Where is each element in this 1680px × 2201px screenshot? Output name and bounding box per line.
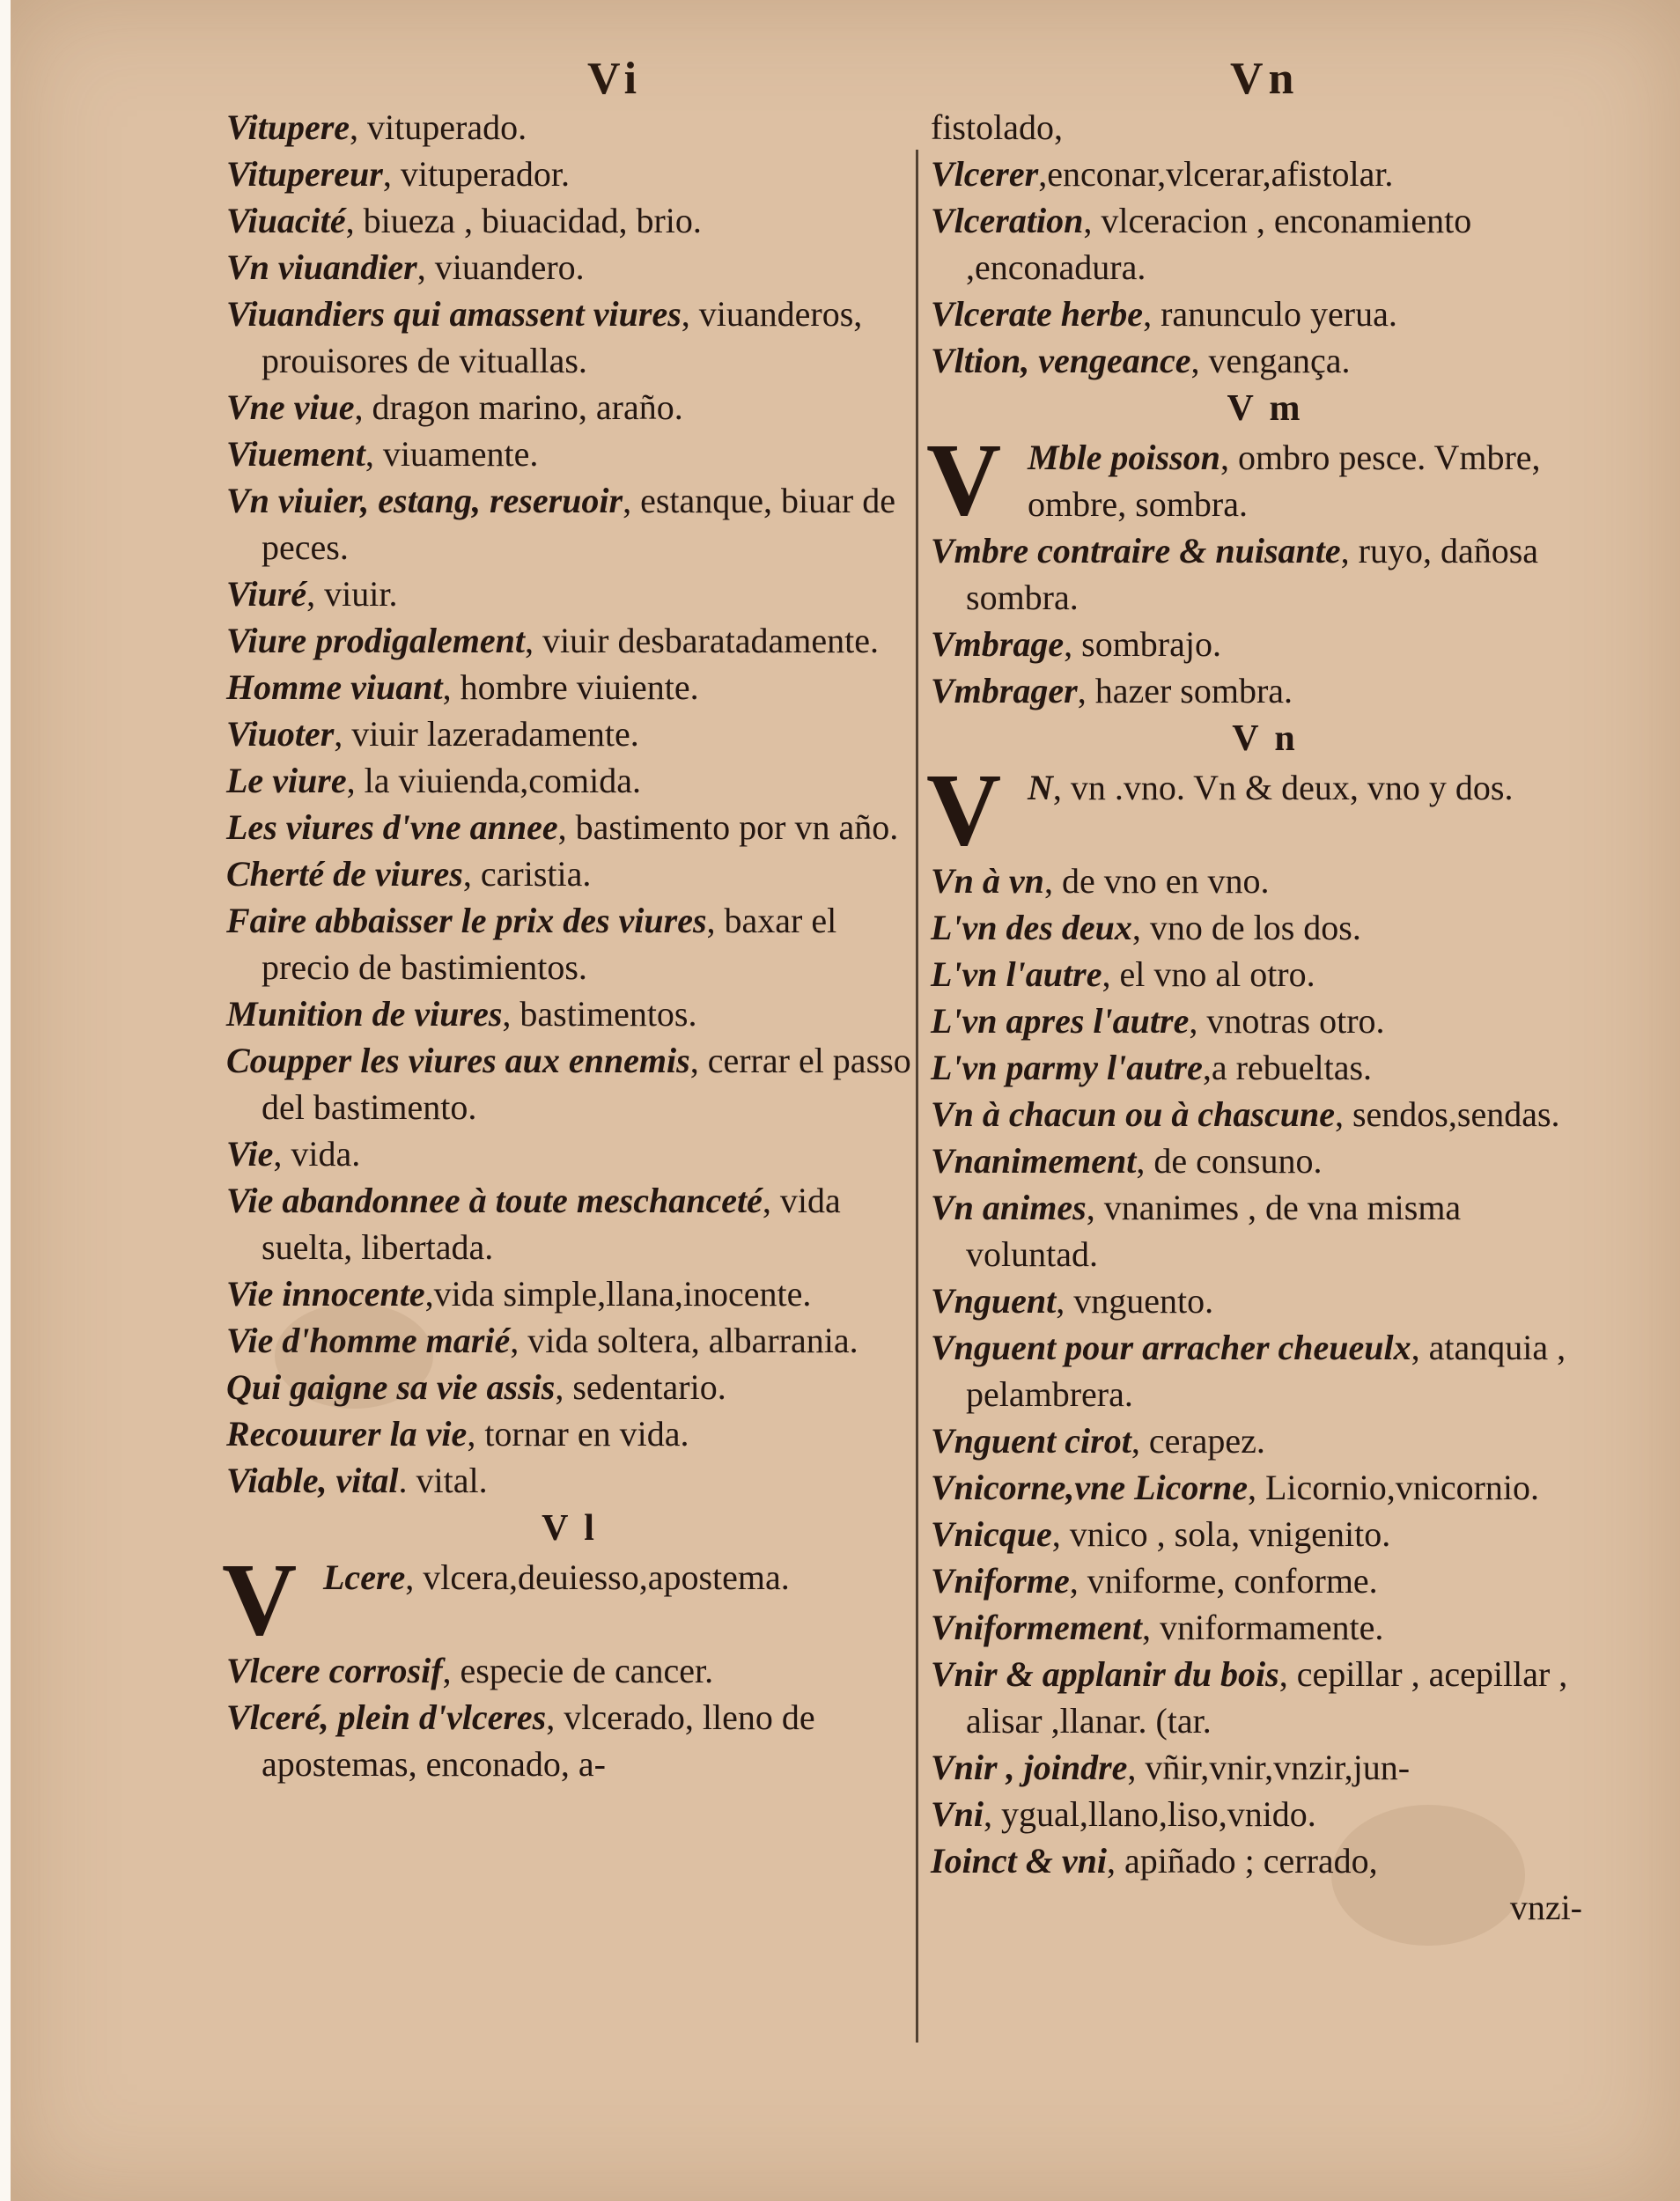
entry-headword: Vnicque [931,1514,1052,1554]
dictionary-entry [226,477,913,570]
dictionary-entry [931,997,1600,1044]
entry-translation: , hombre viuiente. [442,667,699,707]
entry-translation: , vnotras otro. [1189,1001,1385,1041]
entry-headword: Vlceré, plein d'vlceres [226,1697,547,1737]
entry-translation: , vn .vno. Vn & deux, vno y dos. [1052,768,1514,807]
entry-translation: , biueza , biuacidad, brio. [345,201,702,240]
dictionary-entry [931,1324,1600,1417]
entry-translation: , viuir. [306,574,398,614]
entry-headword: Vne viue [226,387,355,427]
entry-headword: Vnir & applanir du bois [931,1654,1279,1694]
entry-translation: , cepillar , acepillar , alisar ,llanar. (tar. [966,1654,1568,1741]
entry-headword: Vn à chacun ou à chascune [931,1094,1335,1134]
dictionary-entry [226,710,913,757]
entry-headword: Recouurer la vie [226,1414,468,1454]
entry-headword: Homme viuant [226,667,443,707]
entry-translation: , vlcerado, lleno de apostemas, enconado, a- [262,1697,815,1784]
dictionary-entry: fistolado, [931,107,1063,147]
dictionary-entry [931,1744,1600,1791]
entry-headword: Vnir , joindre [931,1748,1128,1787]
entry-headword: Vmbrage [931,624,1065,664]
dictionary-entry [926,752,1600,867]
dictionary-entry [931,858,1600,904]
dictionary-entry [931,197,1600,291]
dictionary-entry [226,431,913,477]
dictionary-entry [931,621,1600,667]
entry-translation: , sombrajo. [1064,624,1221,664]
dictionary-entry [226,1270,913,1317]
dictionary-entry [226,197,913,244]
entry-headword: Vn viuandier [226,247,417,287]
entry-translation: , baxar el precio de bastimientos. [262,901,837,987]
dictionary-entry [226,1694,913,1787]
entry-translation: ,vida simple,llana,inocente. [424,1274,812,1314]
dictionary-entry [226,570,913,617]
entry-translation: , de vno en vno. [1043,861,1270,901]
entry-translation: , viuanderos, prouisores de vituallas. [262,294,863,380]
dictionary-entry [226,384,913,431]
drop-capital: V [926,752,1002,867]
dictionary-entry [226,291,913,384]
entry-translation: , vnico , sola, vnigenito. [1051,1514,1391,1554]
section-heading: V m [1227,388,1304,429]
entry-translation: , vno de los dos. [1131,908,1361,947]
entry-headword: Viuoter [226,714,335,754]
dictionary-entry [226,1130,913,1177]
drop-capital: V [222,1542,298,1657]
entry-headword: Faire abbaisser le prix des viures [226,901,707,940]
dictionary-entry [931,291,1600,337]
dictionary-entry [926,422,1600,537]
entry-headword: Vlcerate herbe [931,294,1144,334]
entry-translation: , hazer sombra. [1077,671,1293,710]
entry-translation: , especie de cancer. [442,1651,714,1690]
entry-headword: L'vn des deux [931,908,1132,947]
dictionary-entry [226,1037,913,1130]
entry-headword: Vie d'homme marié [226,1321,511,1360]
entry-headword: Vie innocente [226,1274,425,1314]
entry-headword: Viure prodigalement [226,621,525,660]
dictionary-entry [226,990,913,1037]
entry-headword: Coupper les viures aux ennemis [226,1041,690,1080]
dictionary-entry [931,951,1600,997]
entry-headword: Le viure [226,761,347,800]
entry-headword: Viuement [226,434,365,474]
dictionary-entry [931,151,1600,197]
entry-headword: L'vn parmy l'autre [931,1048,1203,1087]
entry-translation: , bastimento por vn año. [557,807,899,847]
dictionary-entry [931,1277,1600,1324]
dictionary-entry [226,617,913,664]
entry-translation: , sendos,sendas. [1334,1094,1560,1134]
entry-translation: . vital. [398,1461,488,1500]
entry-headword: Vn à vn [931,861,1044,901]
entry-translation: , tornar en vida. [467,1414,689,1454]
entry-headword: Vn animes [931,1188,1087,1227]
entry-headword: Viable, vital [226,1461,399,1500]
dictionary-entry [226,244,913,291]
entry-headword: Cherté de viures [226,854,463,894]
entry-translation: , ygual,llano,liso,vnido. [984,1794,1316,1834]
entry-headword: Ioinct & vni [931,1841,1108,1881]
dictionary-entry [931,1417,1600,1464]
entry-headword: Vltion, vengeance [931,341,1191,380]
entry-headword: Vnguent [931,1281,1057,1321]
dictionary-entry [931,1464,1600,1511]
entry-headword: Vni [931,1794,984,1834]
dictionary-entry [226,757,913,804]
entry-headword: Vitupere [226,107,350,147]
entry-headword: Vlcere corrosif [226,1651,443,1690]
section-heading: V l [542,1508,598,1549]
entry-translation: , ruyo, dañosa sombra. [966,531,1539,617]
column-divider [916,150,918,2043]
entry-translation: , vida soltera, albarrania. [510,1321,858,1360]
entry-headword: Qui gaigne sa vie assis [226,1367,556,1407]
dictionary-entry [931,527,1600,621]
entry-translation: ,a rebueltas. [1202,1048,1373,1087]
entry-translation: , cerrar el passo del bastimento. [262,1041,911,1127]
entry-translation: , vengança. [1190,341,1351,380]
dictionary-entry [226,104,913,151]
entry-translation: , vlceracion , enconamiento ,enconadura. [966,201,1472,287]
dictionary-entry [222,1542,913,1657]
entry-translation: , vituperador. [382,154,571,194]
entry-headword: Vie abandonnee à toute meschanceté [226,1181,763,1220]
entry-translation: , vniformamente. [1142,1608,1384,1647]
entry-headword: L'vn apres l'autre [931,1001,1190,1041]
catchword: vnzi- [1509,1888,1582,1927]
entry-headword: Lcere [323,1557,406,1597]
entry-translation: ,enconar,vlcerar,afistolar. [1038,154,1394,194]
entry-translation: , viuir lazeradamente. [334,714,639,754]
dictionary-entry [931,1511,1600,1557]
entry-translation: , el vno al otro. [1102,954,1315,994]
entry-translation: , bastimentos. [502,994,697,1034]
entry-headword: Vnguent pour arracher cheueulx [931,1328,1411,1367]
dictionary-entry [226,1177,913,1270]
entry-headword: N [1028,768,1053,807]
dictionary-entry [931,1184,1600,1277]
dictionary-entry [931,1604,1600,1651]
left-column [222,104,913,1787]
entry-translation: , caristia. [462,854,592,894]
entry-translation: , viuandero. [416,247,585,287]
dictionary-entry [931,1137,1600,1184]
dictionary-entry [931,1091,1600,1137]
dictionary-entry [931,667,1600,714]
entry-translation: , vituperado. [350,107,527,147]
entry-translation: , estanque, biuar de peces. [262,481,895,567]
dictionary-entry [931,1651,1600,1744]
entry-translation: , vida. [273,1134,361,1174]
entry-translation: , apiñado ; cerrado, [1107,1841,1378,1881]
entry-translation: , vniforme, conforme. [1069,1561,1378,1601]
dictionary-entry [226,1364,913,1410]
running-header-right: Vn [1230,54,1300,104]
dictionary-entry [226,1317,913,1364]
entry-translation: , la viuienda,comida. [346,761,641,800]
dictionary-entry [226,1410,913,1457]
entry-headword: Viuré [226,574,307,614]
entry-headword: Vnguent cirot [931,1421,1131,1461]
entry-headword: Vniforme [931,1561,1070,1601]
entry-translation: , atanquia , pelambrera. [966,1328,1566,1414]
dictionary-entry [226,804,913,850]
entry-translation: , sedentario. [555,1367,726,1407]
entry-translation: , viuir desbaratadamente. [524,621,879,660]
entry-headword: Viuacité [226,201,346,240]
entry-headword: Mble poisson [1028,438,1220,477]
drop-capital: V [926,422,1002,537]
entry-translation: , de consuno. [1136,1141,1323,1181]
entry-headword: L'vn l'autre [931,954,1102,994]
dictionary-entry [931,1837,1600,1884]
entry-headword: Vnicorne,vne Licorne [931,1468,1248,1507]
dictionary-entry [931,1044,1600,1091]
dictionary-entry [931,1791,1600,1837]
dictionary-entry [226,151,913,197]
dictionary-entry [226,897,913,990]
entry-translation: , Licornio,vnicornio. [1247,1468,1540,1507]
dictionary-entry [226,850,913,897]
entry-headword: Vitupereur [226,154,383,194]
entry-translation: , vnguento. [1056,1281,1214,1321]
entry-headword: Les viures d'vne annee [226,807,558,847]
entry-translation: , vnanimes , de vna misma voluntad. [966,1188,1462,1274]
entry-translation: , vida suelta, libertada. [262,1181,841,1267]
entry-headword: Vn viuier, estang, reseruoir [226,481,623,520]
dictionary-entry [226,1457,913,1504]
dictionary-entry [931,1557,1600,1604]
dictionary-entry [931,904,1600,951]
entry-headword: Vmbre contraire & nuisante [931,531,1341,570]
entry-headword: Vniformement [931,1608,1143,1647]
entry-translation: , cerapez. [1131,1421,1265,1461]
book-page [11,0,1680,2201]
entry-headword: Vie [226,1134,274,1174]
dictionary-entry [931,337,1600,384]
entry-headword: Vnanimement [931,1141,1137,1181]
entry-translation: , ombro pesce. Vmbre, ombre, sombra. [1028,438,1541,524]
entry-translation: , vlcera,deuiesso,apostema. [405,1557,790,1597]
dictionary-entry [226,1647,913,1694]
entry-headword: Vlcerer [931,154,1039,194]
entry-headword: Munition de viures [226,994,503,1034]
section-heading: V n [1232,718,1299,759]
entry-translation: , viuamente. [365,434,539,474]
right-column [926,104,1600,1931]
entry-headword: Vlceration [931,201,1084,240]
entry-headword: Viuandiers qui amassent viures [226,294,682,334]
entry-translation: , ranunculo yerua. [1143,294,1397,334]
entry-translation: , vñir,vnir,vnzir,jun- [1127,1748,1411,1787]
entry-translation: , dragon marino, araño. [354,387,683,427]
entry-headword: Vmbrager [931,671,1078,710]
dictionary-entry [226,664,913,710]
running-header-left: Vi [587,54,643,104]
